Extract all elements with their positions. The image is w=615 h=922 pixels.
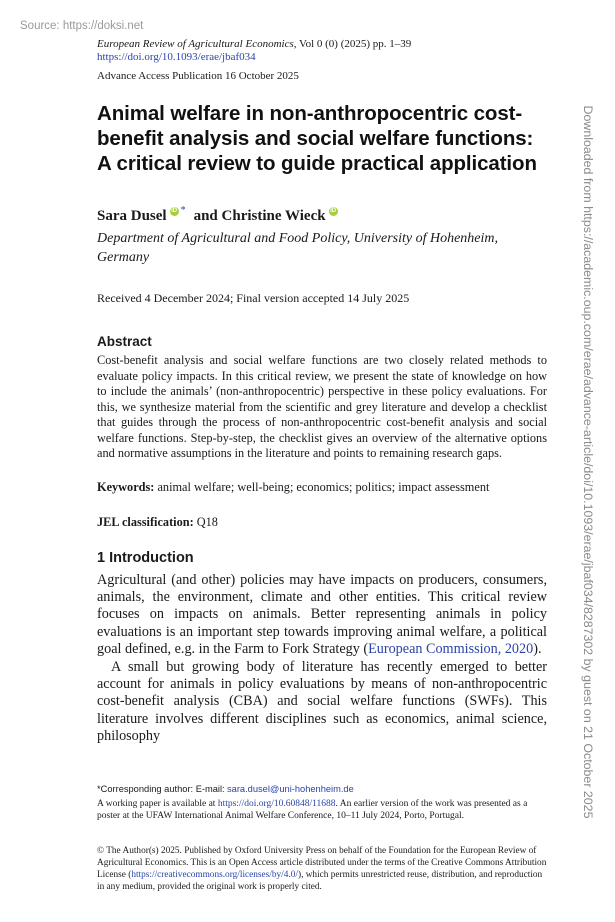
corresponding-label: *Corresponding author: E-mail:	[97, 784, 225, 794]
keywords-label: Keywords:	[97, 479, 155, 494]
citation-link[interactable]: European Commission, 2020	[368, 641, 534, 658]
orcid-icon[interactable]: iD	[330, 208, 337, 214]
journal-line	[97, 38, 547, 51]
footnote-corresponding	[97, 783, 547, 822]
keywords-text: animal welfare; well-being; economics; politics; impact assessment	[157, 479, 490, 494]
wp-text-after: . An earlier version of the work was presented as a poster at the UFAW International Animal Welfare Conference, 10–11 July 2024, Porto, Portugal.	[97, 799, 528, 821]
jel-text: Q18	[196, 514, 218, 529]
keywords	[97, 480, 547, 495]
jel-label: JEL classification:	[97, 514, 194, 529]
journal-name: European Review of Agricultural Economics	[97, 38, 294, 50]
intro-p1-end: ).	[533, 641, 542, 658]
jel-classification	[97, 515, 547, 530]
paper-page	[97, 38, 547, 746]
intro-paragraph-1	[97, 572, 547, 659]
working-paper-note	[97, 798, 547, 822]
source-watermark: Source: https://doksi.net	[20, 20, 144, 32]
received-dates: Received 4 December 2024; Final version accepted 14 July 2025	[97, 291, 410, 305]
journal-volume: , Vol 0 (0) (2025) pp. 1–39	[293, 38, 412, 50]
author-1[interactable]: Sara Dusel	[97, 208, 167, 224]
orcid-icon[interactable]: iD	[171, 208, 178, 214]
intro-p1-text: Agricultural (and other) policies may have impacts on producers, consumers, animals, the environment, climate and other entities. This critical review focuses on impacts on animals. Better representing animals in policy evaluations is an important step towards improving animal welfare, a political goal defined, e.g. in the Farm to Fork Strategy (	[97, 571, 547, 658]
corresponding-email[interactable]: sara.dusel@uni-hohenheim.de	[227, 784, 354, 794]
corresponding-star: *	[180, 205, 186, 216]
advance-access: Advance Access Publication 16 October 2025	[97, 70, 299, 82]
license-link[interactable]: https://creativecommons.org/licenses/by/4.0/	[131, 870, 298, 880]
author-line	[97, 205, 547, 225]
wp-text: A working paper is available at	[97, 799, 216, 809]
intro-body	[97, 572, 547, 746]
affiliation: Department of Agricultural and Food Policy, University of Hohenheim, Germany	[97, 231, 499, 265]
copyright-text: © The Author(s) 2025. Published by Oxford University Press on behalf of the Foundation for the European Review of Agricultural Economics. This is an Open Access article distributed under the terms of the Creative Commons Attribution License (	[97, 846, 547, 880]
abstract-text: Cost-benefit analysis and social welfare functions are two closely related methods to evaluate policy impacts. In this critical review, we present the state of knowledge on how to include the animals’ (non-anthropocentric) perspective in these policy evaluations. For this, we synthesize material from the scientific and grey literature and develop a checklist that guides through the process of non-anthropocentric cost-benefit analysis and social welfare functions. Step-by-step, the checklist gives an overview of the alternative options and normative assumptions in the literature and points to remaining research gaps.	[97, 353, 547, 460]
author-2[interactable]: Christine Wieck	[221, 208, 326, 224]
author-and: and	[193, 208, 218, 224]
working-paper-link[interactable]: https://doi.org/10.60848/11688	[217, 799, 336, 809]
abstract-heading: Abstract	[97, 334, 152, 349]
copyright-note	[97, 845, 547, 893]
copyright-text-after: ), which permits unrestricted reuse, distribution, and reproduction in any medium, provided the original work is properly cited.	[97, 870, 543, 892]
doi-link[interactable]: https://doi.org/10.1093/erae/jbaf034	[97, 51, 256, 63]
download-sidebar-text: Downloaded from https://academic.oup.com/erae/advance-article/doi/10.1093/erae/jbaf034/8287302 by guest on 21 October 2025	[581, 105, 595, 819]
intro-heading: 1 Introduction	[97, 549, 194, 566]
download-sidebar	[579, 105, 597, 819]
paper-title: Animal welfare in non-anthropocentric cost-benefit analysis and social welfare functions: A critical review to guide practical application	[97, 102, 537, 175]
intro-paragraph-2: A small but growing body of literature has recently emerged to better account for animals in policy evaluations by means of non-anthropocentric cost-benefit analysis (CBA) and social welfare functions (SWFs). This literature involves different disciplines such as economics, animal science, philosophy	[97, 658, 547, 745]
